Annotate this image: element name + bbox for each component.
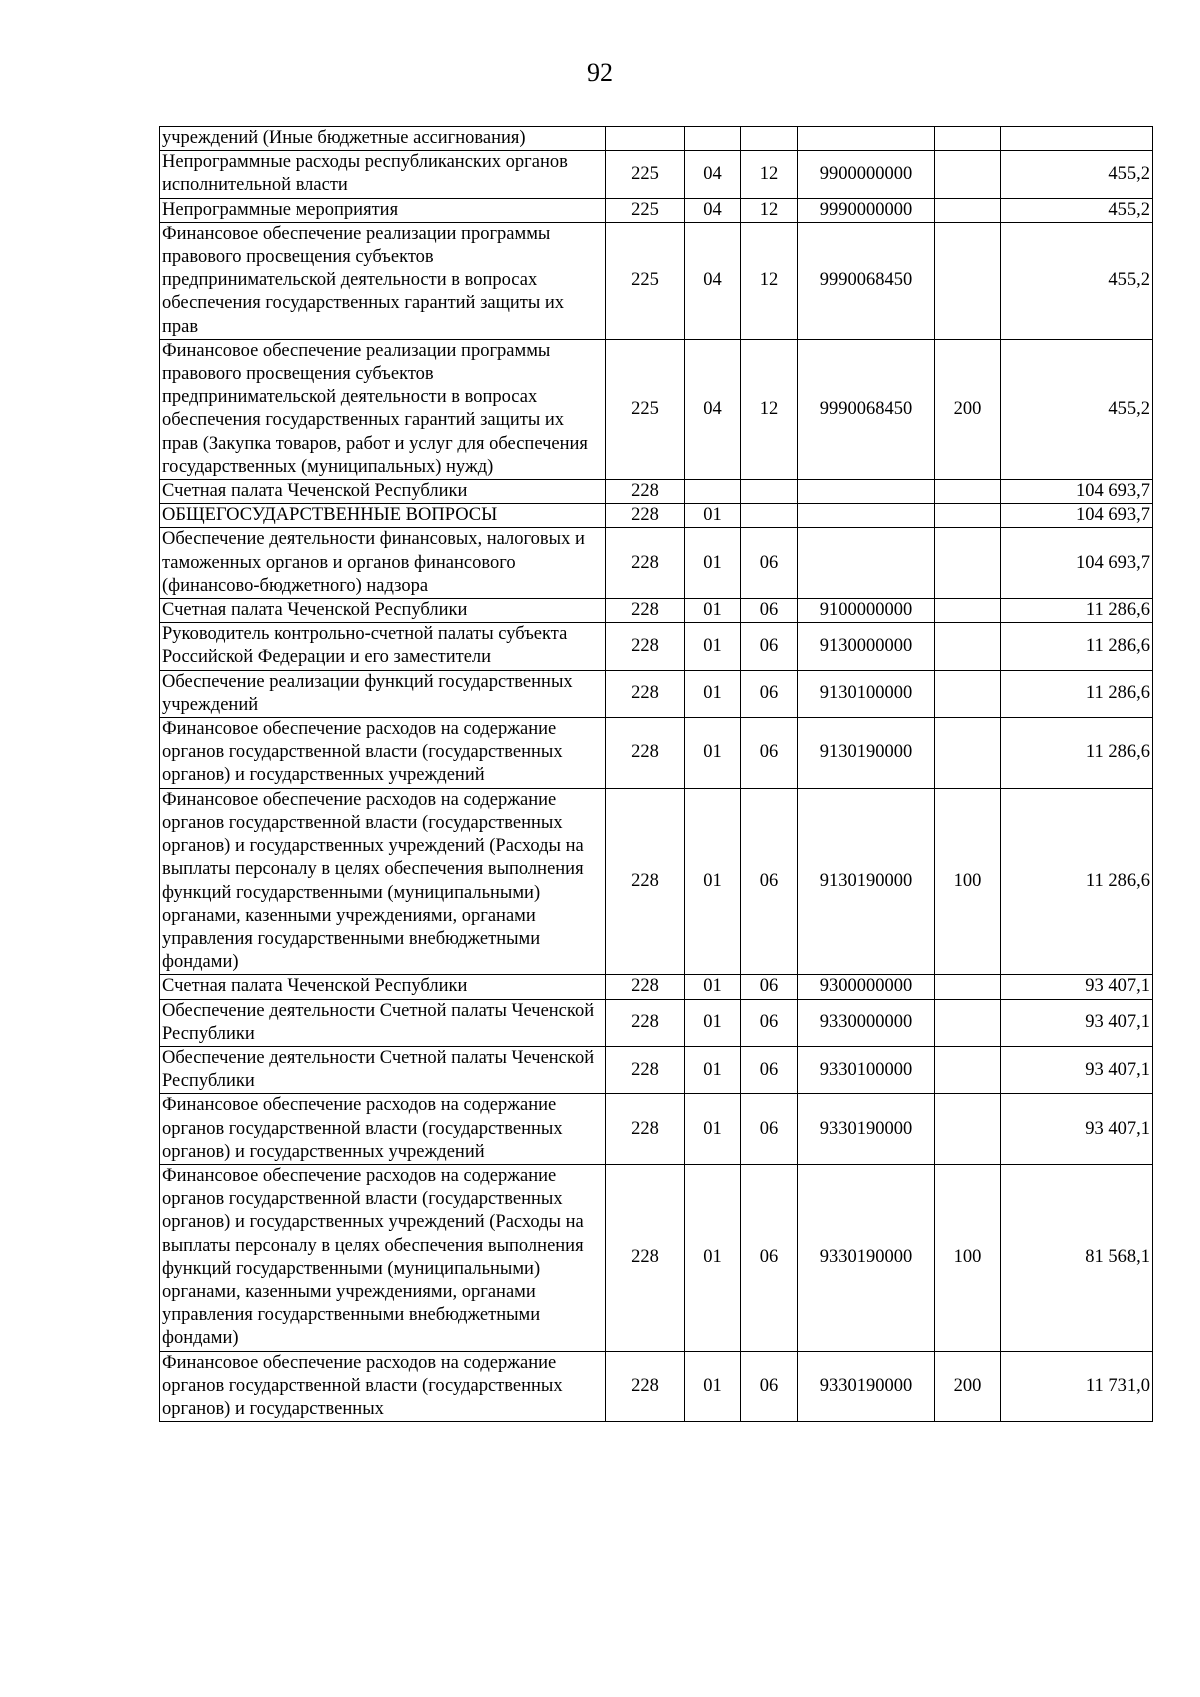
- table-row: [160, 127, 1153, 151]
- row-name-cell: Финансовое обеспечение реализации программы правового просвещения субъектов предпринимательской деятельности в вопросах обеспечения государственных гарантий защиты их прав: [160, 222, 606, 339]
- section-code-cell: 04: [685, 222, 741, 339]
- table-row: [160, 480, 1153, 504]
- section-code-cell: 01: [685, 718, 741, 789]
- table-row: [160, 339, 1153, 479]
- amount-cell: 104 693,7: [1001, 480, 1153, 504]
- table-row: [160, 198, 1153, 222]
- row-name-cell: Финансовое обеспечение расходов на содержание органов государственной власти (государственных органов) и государственных учреждений (Расходы на выплаты персоналу в целях обеспечения выполнения функций государственными (муниципальными) органами, казенными учреждениями, органами управления государственными внебюджетными фондами): [160, 1164, 606, 1351]
- row-name-cell: Непрограммные мероприятия: [160, 198, 606, 222]
- subsection-code-cell: 06: [741, 623, 798, 670]
- section-code-cell: 01: [685, 999, 741, 1046]
- subsection-code-cell: 06: [741, 718, 798, 789]
- table-row: [160, 975, 1153, 999]
- subsection-code-cell: 06: [741, 1046, 798, 1093]
- target-article-cell: 9330000000: [798, 999, 935, 1046]
- subsection-code-cell: 06: [741, 1164, 798, 1351]
- admin-code-cell: 228: [606, 528, 685, 599]
- row-name-cell: Финансовое обеспечение реализации программы правового просвещения субъектов предпринимательской деятельности в вопросах обеспечения государственных гарантий защиты их прав (Закупка товаров, работ и услуг для обеспечения государственных (муниципальных) нужд): [160, 339, 606, 479]
- amount-cell: 104 693,7: [1001, 528, 1153, 599]
- section-code-cell: 04: [685, 151, 741, 198]
- amount-cell: 11 286,6: [1001, 599, 1153, 623]
- amount-cell: 11 286,6: [1001, 623, 1153, 670]
- expense-type-cell: [935, 222, 1001, 339]
- target-article-cell: 9130000000: [798, 623, 935, 670]
- row-name-cell: Финансовое обеспечение расходов на содержание органов государственной власти (государственных органов) и государственных учреждений: [160, 718, 606, 789]
- admin-code-cell: 228: [606, 788, 685, 975]
- target-article-cell: 9330190000: [798, 1094, 935, 1165]
- admin-code-cell: 228: [606, 480, 685, 504]
- subsection-code-cell: 06: [741, 1094, 798, 1165]
- section-code-cell: 01: [685, 528, 741, 599]
- subsection-code-cell: 06: [741, 999, 798, 1046]
- target-article-cell: 9330190000: [798, 1164, 935, 1351]
- expense-type-cell: [935, 975, 1001, 999]
- target-article-cell: 9130190000: [798, 788, 935, 975]
- admin-code-cell: 228: [606, 1094, 685, 1165]
- table-row: [160, 1164, 1153, 1351]
- subsection-code-cell: 06: [741, 670, 798, 717]
- row-name-cell: Счетная палата Чеченской Республики: [160, 480, 606, 504]
- expense-type-cell: [935, 1046, 1001, 1093]
- target-article-cell: [798, 480, 935, 504]
- amount-cell: 11 286,6: [1001, 718, 1153, 789]
- expense-type-cell: 100: [935, 788, 1001, 975]
- admin-code-cell: 228: [606, 504, 685, 528]
- section-code-cell: 01: [685, 1094, 741, 1165]
- row-name-cell: Руководитель контрольно-счетной палаты субъекта Российской Федерации и его заместители: [160, 623, 606, 670]
- amount-cell: 104 693,7: [1001, 504, 1153, 528]
- target-article-cell: [798, 528, 935, 599]
- budget-table: [159, 126, 1153, 1422]
- subsection-code-cell: [741, 480, 798, 504]
- row-name-cell: Обеспечение реализации функций государственных учреждений: [160, 670, 606, 717]
- expense-type-cell: [935, 999, 1001, 1046]
- row-name-cell: Финансовое обеспечение расходов на содержание органов государственной власти (государственных органов) и государственных: [160, 1351, 606, 1422]
- section-code-cell: 01: [685, 670, 741, 717]
- subsection-code-cell: 12: [741, 151, 798, 198]
- table-row: [160, 788, 1153, 975]
- target-article-cell: 9990068450: [798, 222, 935, 339]
- subsection-code-cell: [741, 127, 798, 151]
- row-name-cell: Непрограммные расходы республиканских органов исполнительной власти: [160, 151, 606, 198]
- admin-code-cell: 228: [606, 670, 685, 717]
- expense-type-cell: [935, 623, 1001, 670]
- expense-type-cell: [935, 504, 1001, 528]
- amount-cell: 81 568,1: [1001, 1164, 1153, 1351]
- target-article-cell: 9990000000: [798, 198, 935, 222]
- table-row: [160, 504, 1153, 528]
- subsection-code-cell: 06: [741, 528, 798, 599]
- row-name-cell: учреждений (Иные бюджетные ассигнования): [160, 127, 606, 151]
- section-code-cell: 01: [685, 623, 741, 670]
- subsection-code-cell: 06: [741, 975, 798, 999]
- target-article-cell: [798, 504, 935, 528]
- budget-table-body: [160, 127, 1153, 1422]
- expense-type-cell: [935, 480, 1001, 504]
- amount-cell: 11 286,6: [1001, 788, 1153, 975]
- expense-type-cell: [935, 151, 1001, 198]
- admin-code-cell: 228: [606, 623, 685, 670]
- expense-type-cell: [935, 599, 1001, 623]
- section-code-cell: 01: [685, 599, 741, 623]
- section-code-cell: 04: [685, 339, 741, 479]
- admin-code-cell: 225: [606, 222, 685, 339]
- row-name-cell: Счетная палата Чеченской Республики: [160, 599, 606, 623]
- subsection-code-cell: 12: [741, 222, 798, 339]
- section-code-cell: 01: [685, 1351, 741, 1422]
- amount-cell: 455,2: [1001, 151, 1153, 198]
- row-name-cell: Обеспечение деятельности Счетной палаты Чеченской Республики: [160, 1046, 606, 1093]
- target-article-cell: 9100000000: [798, 599, 935, 623]
- target-article-cell: [798, 127, 935, 151]
- subsection-code-cell: 06: [741, 788, 798, 975]
- row-name-cell: Финансовое обеспечение расходов на содержание органов государственной власти (государственных органов) и государственных учреждений (Расходы на выплаты персоналу в целях обеспечения выполнения функций государственными (муниципальными) органами, казенными учреждениями, органами управления государственными внебюджетными фондами): [160, 788, 606, 975]
- admin-code-cell: 228: [606, 1046, 685, 1093]
- admin-code-cell: 228: [606, 975, 685, 999]
- subsection-code-cell: 12: [741, 339, 798, 479]
- subsection-code-cell: 06: [741, 1351, 798, 1422]
- expense-type-cell: [935, 670, 1001, 717]
- expense-type-cell: 200: [935, 339, 1001, 479]
- target-article-cell: 9330190000: [798, 1351, 935, 1422]
- admin-code-cell: 225: [606, 198, 685, 222]
- amount-cell: 93 407,1: [1001, 1094, 1153, 1165]
- amount-cell: [1001, 127, 1153, 151]
- amount-cell: 93 407,1: [1001, 1046, 1153, 1093]
- expense-type-cell: 100: [935, 1164, 1001, 1351]
- amount-cell: 11 286,6: [1001, 670, 1153, 717]
- admin-code-cell: 225: [606, 151, 685, 198]
- amount-cell: 455,2: [1001, 198, 1153, 222]
- admin-code-cell: 225: [606, 339, 685, 479]
- row-name-cell: Счетная палата Чеченской Республики: [160, 975, 606, 999]
- expense-type-cell: 200: [935, 1351, 1001, 1422]
- section-code-cell: [685, 127, 741, 151]
- table-row: [160, 599, 1153, 623]
- page-number: 92: [587, 58, 613, 87]
- table-row: [160, 1094, 1153, 1165]
- expense-type-cell: [935, 1094, 1001, 1165]
- admin-code-cell: 228: [606, 1164, 685, 1351]
- admin-code-cell: 228: [606, 999, 685, 1046]
- admin-code-cell: [606, 127, 685, 151]
- table-row: [160, 999, 1153, 1046]
- row-name-cell: Обеспечение деятельности финансовых, налоговых и таможенных органов и органов финансового (финансово-бюджетного) надзора: [160, 528, 606, 599]
- target-article-cell: 9330100000: [798, 1046, 935, 1093]
- table-row: [160, 151, 1153, 198]
- expense-type-cell: [935, 718, 1001, 789]
- admin-code-cell: 228: [606, 718, 685, 789]
- admin-code-cell: 228: [606, 599, 685, 623]
- row-name-cell: ОБЩЕГОСУДАРСТВЕННЫЕ ВОПРОСЫ: [160, 504, 606, 528]
- amount-cell: 93 407,1: [1001, 975, 1153, 999]
- row-name-cell: Обеспечение деятельности Счетной палаты Чеченской Республики: [160, 999, 606, 1046]
- section-code-cell: [685, 480, 741, 504]
- table-row: [160, 528, 1153, 599]
- amount-cell: 93 407,1: [1001, 999, 1153, 1046]
- admin-code-cell: 228: [606, 1351, 685, 1422]
- row-name-cell: Финансовое обеспечение расходов на содержание органов государственной власти (государственных органов) и государственных учреждений: [160, 1094, 606, 1165]
- subsection-code-cell: 12: [741, 198, 798, 222]
- section-code-cell: 01: [685, 504, 741, 528]
- expense-type-cell: [935, 528, 1001, 599]
- section-code-cell: 01: [685, 1046, 741, 1093]
- table-row: [160, 1351, 1153, 1422]
- target-article-cell: 9900000000: [798, 151, 935, 198]
- section-code-cell: 01: [685, 1164, 741, 1351]
- section-code-cell: 04: [685, 198, 741, 222]
- table-row: [160, 222, 1153, 339]
- amount-cell: 455,2: [1001, 339, 1153, 479]
- target-article-cell: 9990068450: [798, 339, 935, 479]
- table-row: [160, 623, 1153, 670]
- section-code-cell: 01: [685, 975, 741, 999]
- subsection-code-cell: 06: [741, 599, 798, 623]
- amount-cell: 455,2: [1001, 222, 1153, 339]
- subsection-code-cell: [741, 504, 798, 528]
- amount-cell: 11 731,0: [1001, 1351, 1153, 1422]
- expense-type-cell: [935, 127, 1001, 151]
- target-article-cell: 9130100000: [798, 670, 935, 717]
- section-code-cell: 01: [685, 788, 741, 975]
- table-row: [160, 670, 1153, 717]
- target-article-cell: 9130190000: [798, 718, 935, 789]
- expense-type-cell: [935, 198, 1001, 222]
- target-article-cell: 9300000000: [798, 975, 935, 999]
- table-row: [160, 1046, 1153, 1093]
- table-row: [160, 718, 1153, 789]
